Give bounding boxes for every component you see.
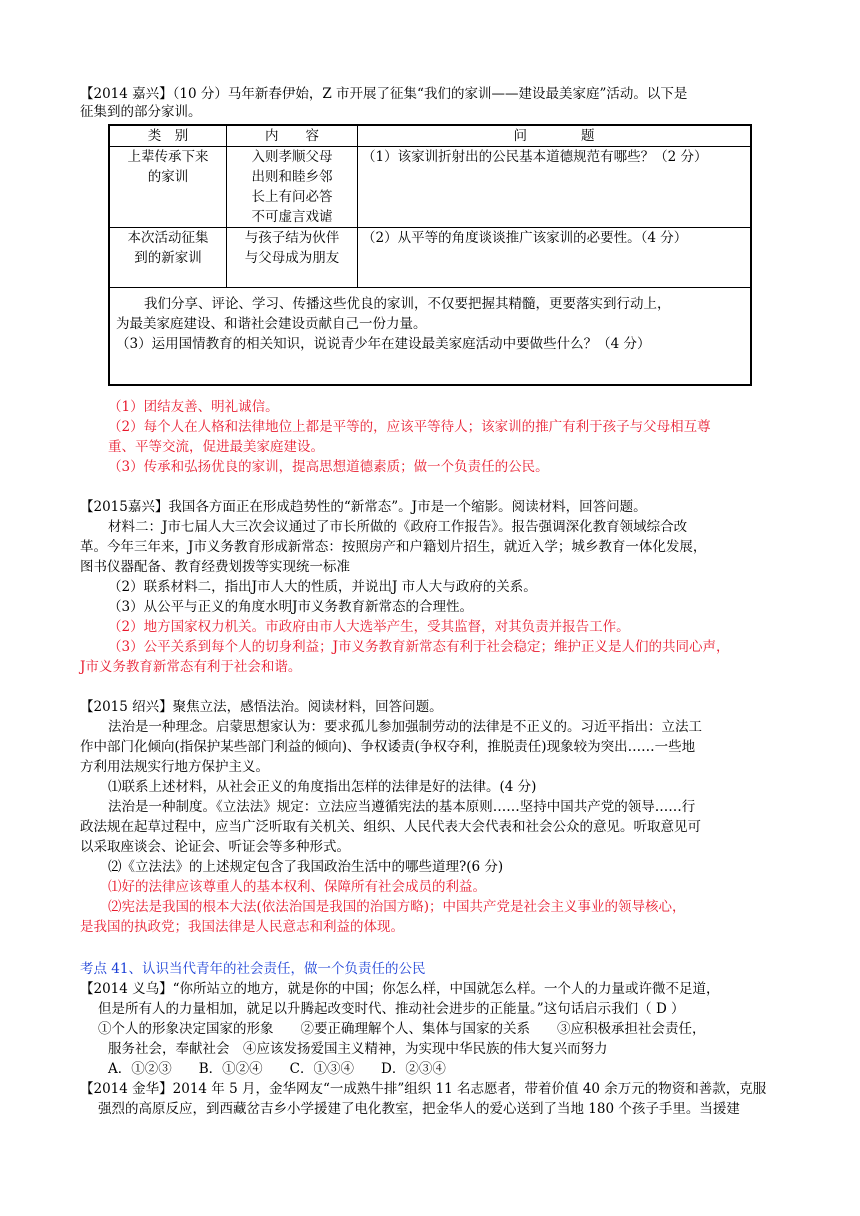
- q4-line: 【2014 义乌】“你所站立的地方，就是你的中国；你怎么样，中国就怎么样。一个人的力量或许微不足道，: [80, 981, 720, 997]
- q2-line: 材料二：J市七届人大三次会议通过了市长所做的《政府工作报告》。报告强调深化教育领域综合改: [108, 519, 688, 535]
- row1-content: [227, 147, 358, 228]
- header-category: 类 别: [109, 125, 227, 147]
- q2-line: （2）联系材料二，指出J市人大的性质，并说出J 市人大与政府的关系。: [108, 579, 537, 595]
- q4-choices: A．①②③ B．①②④ C．①③④ D．②③④: [108, 1061, 446, 1077]
- q5-line: 强烈的高原反应，到西藏岔吉乡小学援建了电化教室，把金华人的爱心送到了当地 180 个孩子手里。当援建: [98, 1101, 740, 1117]
- q5-line: 【2014 金华】2014 年 5 月，金华网友“一成熟牛排”组织 11 名志愿者，带着价值 40 余万元的物资和善款，克服: [80, 1081, 767, 1097]
- bottom-line: 为最美家庭建设、和谐社会建设贡献自己一份力量。: [116, 316, 427, 332]
- q1-answer: （1）团结友善、明礼诚信。: [108, 399, 279, 415]
- bottom-line: （3）运用国情教育的相关知识，说说青少年在建设最美家庭活动中要做些什么？（4 分）: [116, 336, 651, 352]
- row2-category-line: 到的新家训: [134, 250, 202, 266]
- family-motto-table: [108, 124, 752, 386]
- row1-content-line: 不可虚言戏谑: [251, 209, 333, 225]
- row2-content: [227, 228, 358, 288]
- q2-line: 【2015嘉兴】我国各方面正在形成趋势性的“新常态”。J市是一个缩影。阅读材料，回答问题。: [80, 499, 647, 515]
- q3-line: 政法规在起草过程中，应当广泛听取有关机关、组织、人民代表大会代表和社会公众的意见。听取意见可: [80, 819, 701, 835]
- q1-intro-line-1: 【2014 嘉兴】（10 分）马年新春伊始，Z 市开展了征集“我们的家训——建设最美家庭”活动。以下是: [80, 86, 688, 102]
- q1-answer: （3）传承和弘扬优良的家训，提高思想道德素质；做一个负责任的公民。: [108, 459, 549, 475]
- q3-line: 法治是一种制度。《立法法》规定：立法应当遵循宪法的基本原则……坚持中国共产党的领导……行: [108, 799, 696, 815]
- q4-option-line: ①个人的形象决定国家的形象 ②要正确理解个人、集体与国家的关系 ③应积极承担社会责任，: [98, 1021, 706, 1037]
- header-question: 问 题: [358, 125, 752, 147]
- bottom-material-cell: [109, 288, 751, 386]
- q3-answer: 是我国的执政党；我国法律是人民意志和利益的体现。: [80, 919, 404, 935]
- row1-content-line: 长上有问必答: [251, 189, 333, 205]
- q3-line: 【2015 绍兴】聚焦立法，感悟法治。阅读材料，回答问题。: [80, 699, 443, 715]
- header-content: 内 容: [227, 125, 358, 147]
- q1-answer: 重、平等交流，促进最美家庭建设。: [108, 439, 324, 455]
- row1-category-line: 的家训: [147, 169, 189, 185]
- row2-question: （2）从平等的角度谈谈推广该家训的必要性。（4 分）: [358, 228, 752, 288]
- row1-content-line: 出则和睦乡邻: [251, 169, 333, 185]
- bottom-line: 我们分享、评论、学习、传播这些优良的家训，不仅要把握其精髓，更要落实到行动上，: [144, 296, 671, 312]
- q2-line: 图书仪器配备、教育经费划拨等实现统一标准: [80, 559, 350, 575]
- q2-answer: （3）公平关系到每个人的切身利益；J市义务教育新常态有利于社会稳定；维护正义是人们的共同心声，: [108, 639, 730, 655]
- q3-line: ⑴联系上述材料，从社会正义的角度指出怎样的法律是好的法律。(4 分): [108, 779, 537, 795]
- q3-answer: ⑵宪法是我国的根本大法(依法治国是我国的治国方略)；中国共产党是社会主义事业的领导核心，: [108, 899, 686, 915]
- q4-line: 但是所有人的力量相加，就足以升腾起改变时代、推动社会进步的正能量。”这句话启示我们（ D ）: [98, 1001, 685, 1017]
- table-row: [109, 288, 751, 386]
- q3-line: ⑵《立法法》的上述规定包含了我国政治生活中的哪些道理?(6 分): [108, 859, 504, 875]
- q3-answer: ⑴好的法律应该尊重人的基本权利、保障所有社会成员的利益。: [108, 879, 486, 895]
- q2-answer: J市义务教育新常态有利于社会和谐。: [80, 659, 302, 675]
- row1-category-line: 上辈传承下来: [127, 149, 209, 165]
- row2-content-line: 与孩子结为伙伴: [244, 230, 340, 246]
- row2-content-line: 与父母成为朋友: [244, 250, 340, 266]
- q4-option-line: 服务社会，奉献社会 ④应该发扬爱国主义精神，为实现中华民族的伟大复兴而努力: [108, 1041, 608, 1057]
- row1-question: （1）该家训折射出的公民基本道德规范有哪些？（2 分）: [358, 147, 752, 228]
- row1-category: [109, 147, 227, 228]
- q2-answer: （2）地方国家权力机关。市政府由市人大选举产生，受其监督，对其负责并报告工作。: [108, 619, 630, 635]
- q2-line: 革。今年三年来，J市义务教育形成新常态：按照房产和户籍划片招生，就近入学；城乡教育一体化发展，: [80, 539, 707, 555]
- q3-line: 以采取座谈会、论证会、听证会等多种形式。: [80, 839, 350, 855]
- row2-category-line: 本次活动征集: [127, 230, 209, 246]
- row1-content-line: 入则孝顺父母: [251, 149, 333, 165]
- q3-line: 方利用法规实行地方保护主义。: [80, 759, 269, 775]
- q3-line: 法治是一种理念。启蒙思想家认为：要求孤儿参加强制劳动的法律是不正义的。习近平指出：立法工: [108, 719, 702, 735]
- topic-heading: 考点 41、认识当代青年的社会责任，做一个负责任的公民: [80, 961, 426, 977]
- q1-answer: （2）每个人在人格和法律地位上都是平等的，应该平等待人；该家训的推广有利于孩子与父母相互尊: [108, 419, 711, 435]
- table-row: [109, 147, 751, 228]
- q2-line: （3）从公平与正义的角度水明J市义务教育新常态的合理性。: [108, 599, 474, 615]
- table-row: [109, 228, 751, 288]
- q3-line: 作中部门化倾向(指保护某些部门利益的倾向)、争权诿责(争权夺利，推脱责任)现象较为突出……一些地: [80, 739, 696, 755]
- row2-category: [109, 228, 227, 288]
- q1-intro-line-2: 征集到的部分家训。: [80, 104, 202, 120]
- table-header-row: [109, 125, 751, 147]
